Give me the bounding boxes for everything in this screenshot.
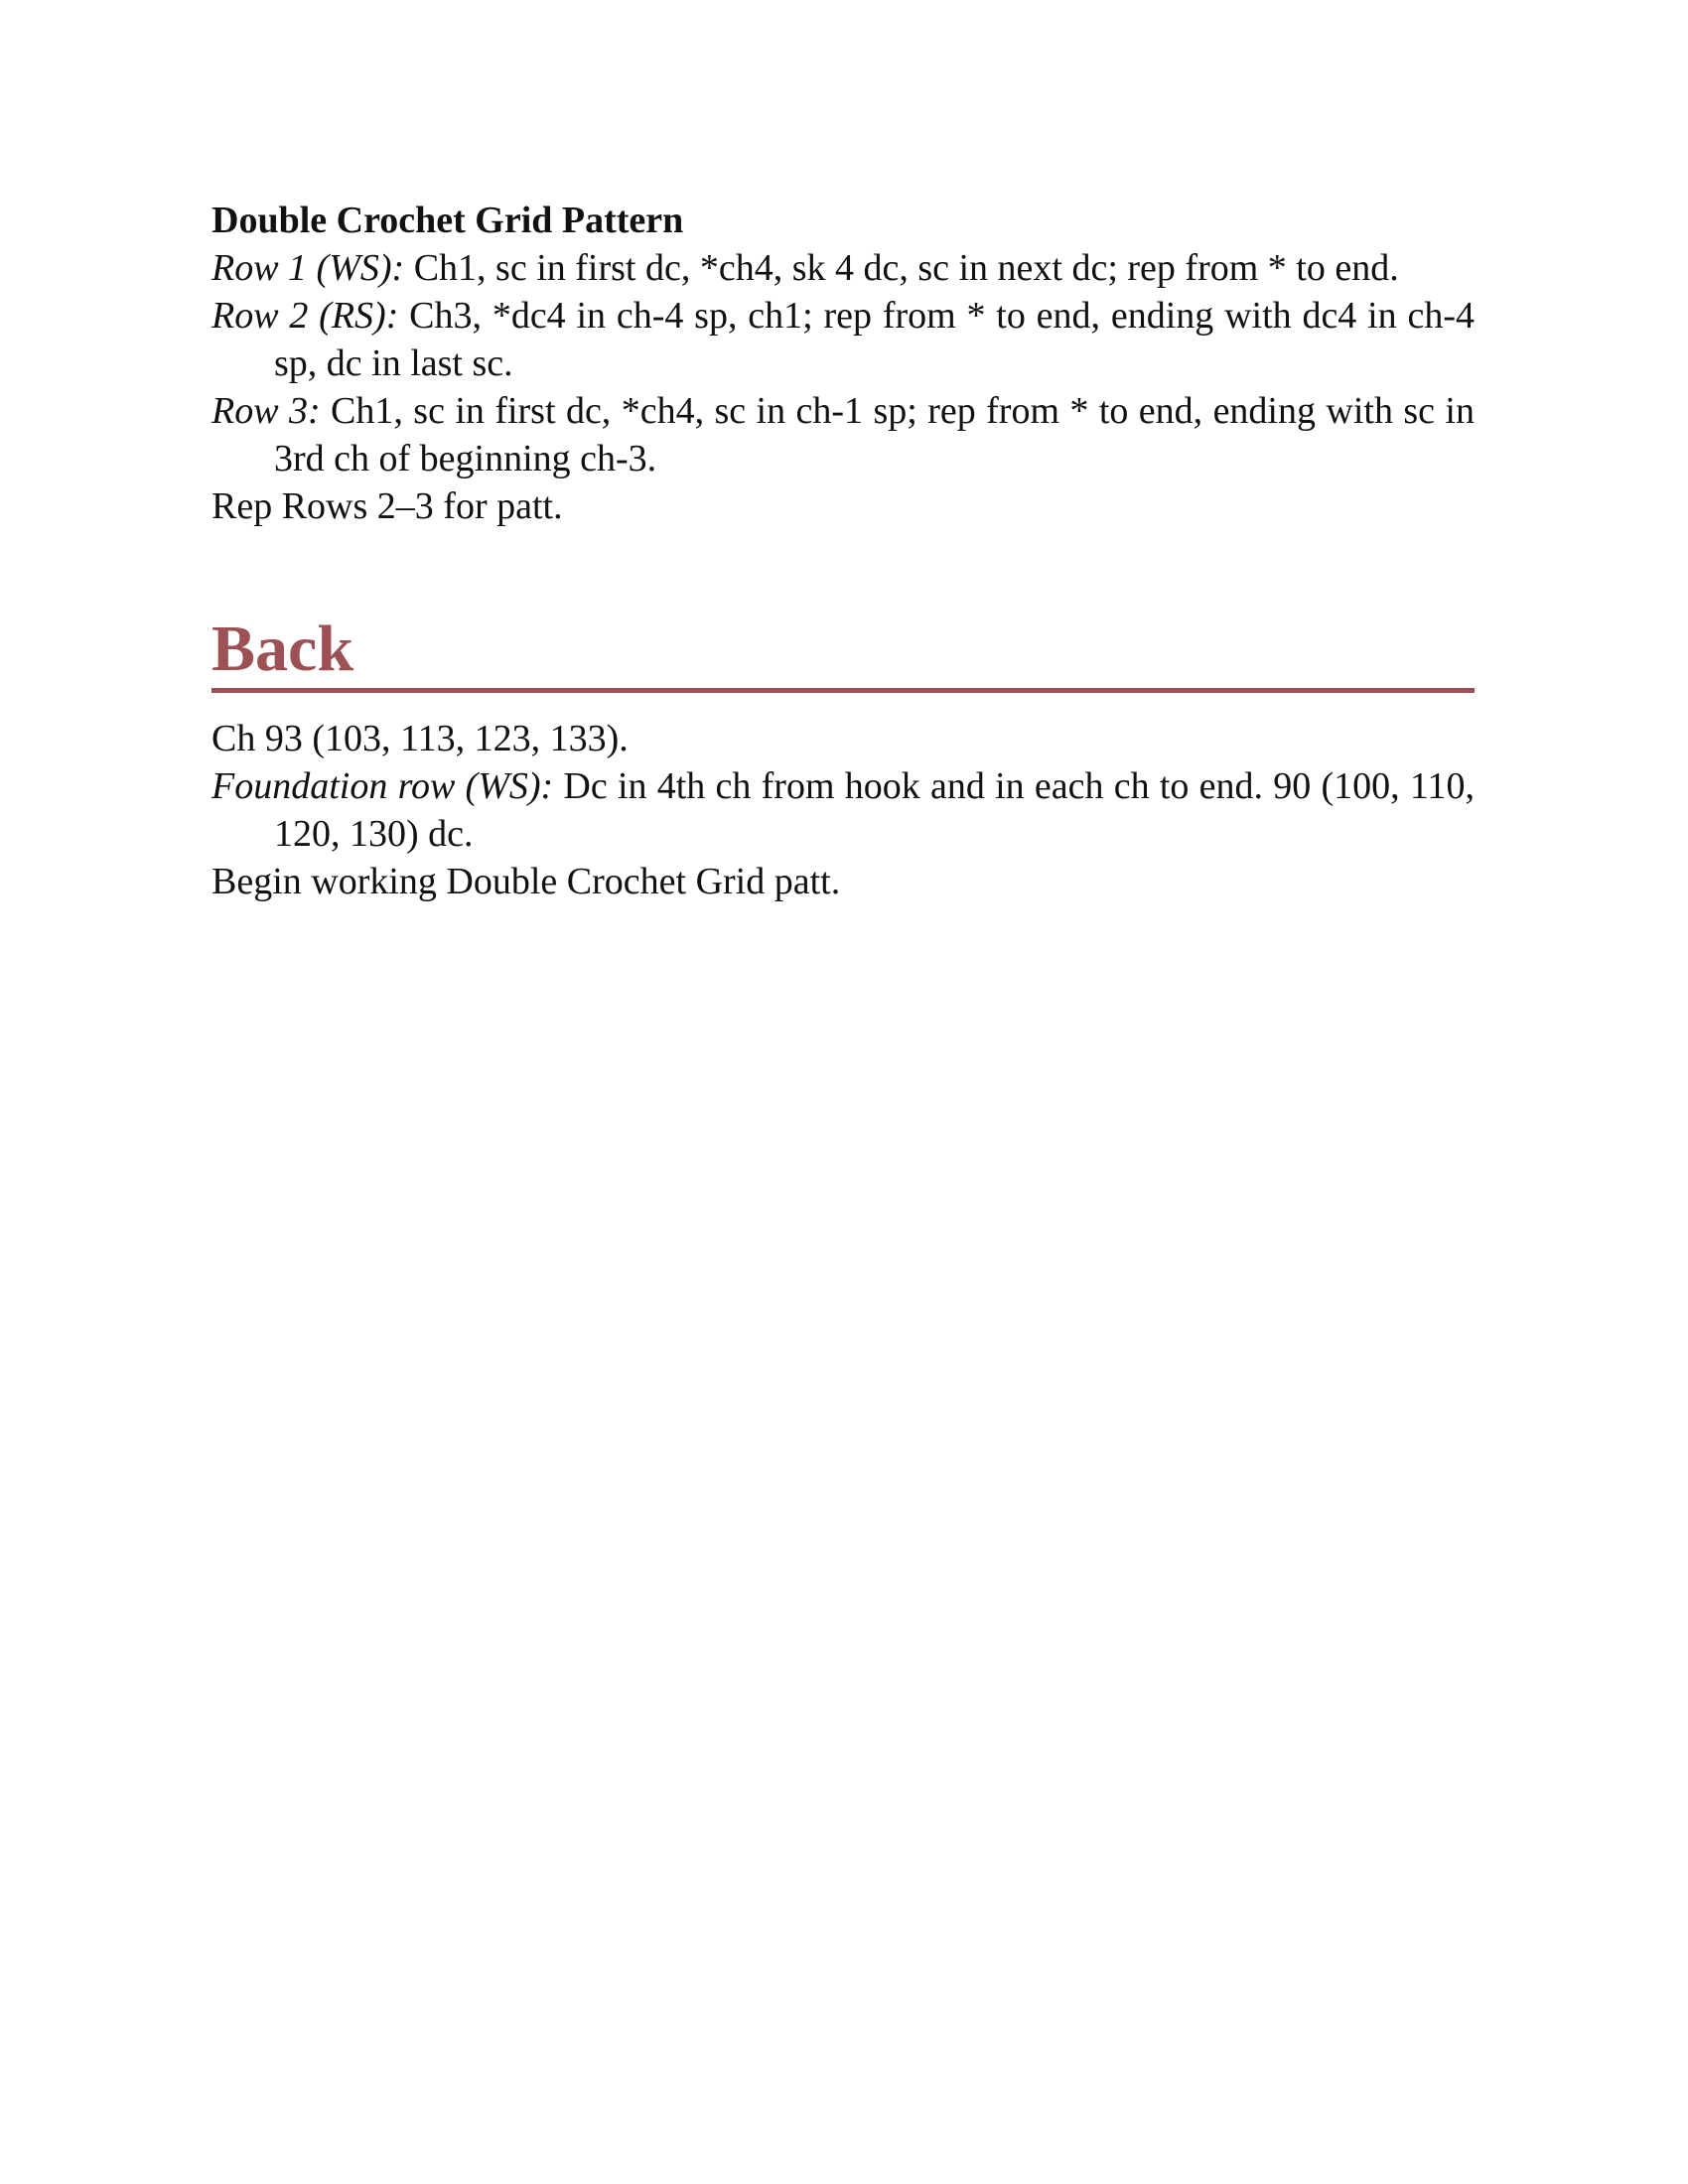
row-2-label: Row 2 (RS): xyxy=(211,295,399,337)
pattern-heading: Double Crochet Grid Pattern xyxy=(211,200,684,241)
row-1-label: Row 1 (WS): xyxy=(211,247,405,289)
pattern-repeat-note: Rep Rows 2–3 for patt. xyxy=(211,485,563,527)
pattern-row-3 xyxy=(211,387,1475,482)
foundation-row-label: Foundation row (WS): xyxy=(211,765,554,807)
back-chain-instruction: Ch 93 (103, 113, 123, 133). xyxy=(211,718,629,759)
foundation-row-text: Dc in 4th ch from hook and in each ch to end. 90 (100, 110, 120, 130) dc. xyxy=(274,765,1475,855)
row-1-text: Ch1, sc in first dc, *ch4, sk 4 dc, sc in next dc; rep from * to end. xyxy=(404,247,1399,289)
row-3-text: Ch1, sc in first dc, *ch4, sc in ch-1 sp; rep from * to end, ending with sc in 3rd ch of beginning ch-3. xyxy=(274,390,1475,479)
page-content xyxy=(211,197,1475,905)
row-2-text: Ch3, *dc4 in ch-4 sp, ch1; rep from * to end, ending with dc4 in ch-4 sp, dc in last sc. xyxy=(274,295,1476,384)
back-section-title: Back xyxy=(211,613,354,685)
foundation-row xyxy=(211,762,1475,858)
section-divider xyxy=(211,688,1475,693)
pattern-row-2 xyxy=(211,292,1475,387)
begin-pattern-instruction: Begin working Double Crochet Grid patt. xyxy=(211,861,841,902)
row-3-label: Row 3: xyxy=(211,390,321,432)
pattern-row-1 xyxy=(211,244,1475,292)
section-spacer xyxy=(211,530,1475,613)
